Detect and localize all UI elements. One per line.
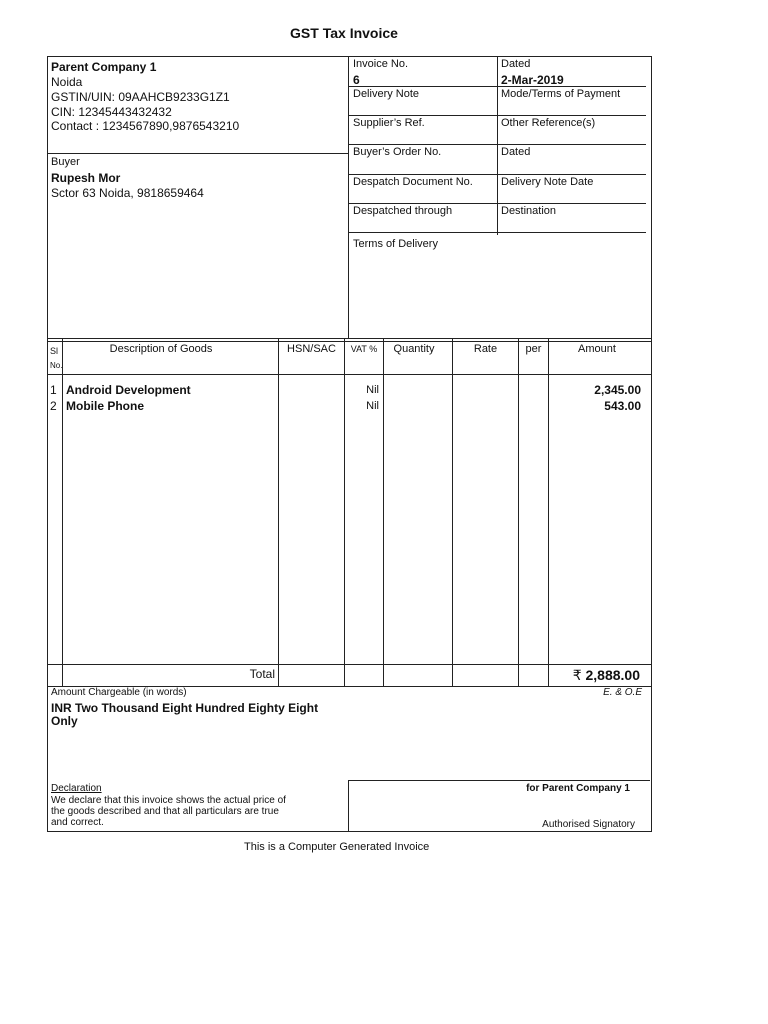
divider bbox=[348, 780, 349, 831]
terms-of-delivery-label: Terms of Delivery bbox=[353, 238, 438, 250]
divider bbox=[497, 115, 646, 116]
divider bbox=[348, 56, 349, 338]
divider bbox=[47, 338, 651, 339]
other-ref-label: Other Reference(s) bbox=[501, 117, 596, 129]
despatch-doc-label: Despatch Document No. bbox=[353, 176, 473, 188]
row-vat: Nil bbox=[366, 400, 379, 412]
divider bbox=[348, 144, 497, 145]
row-description: Mobile Phone bbox=[66, 399, 144, 413]
dated-label: Dated bbox=[501, 58, 531, 70]
dated2-label: Dated bbox=[501, 146, 531, 158]
header-vat: VAT % bbox=[350, 344, 378, 354]
invoice-no-label: Invoice No. bbox=[353, 58, 409, 70]
buyer-address: Sctor 63 Noida, 9818659464 bbox=[51, 186, 204, 200]
divider bbox=[383, 338, 384, 686]
destination-label: Destination bbox=[501, 205, 557, 217]
dated-value: 2-Mar-2019 bbox=[501, 73, 564, 87]
invoice-frame bbox=[47, 56, 652, 832]
divider bbox=[47, 664, 651, 665]
authorised-signatory: Authorised Signatory bbox=[542, 819, 635, 830]
row-amount: 2,345.00 bbox=[594, 383, 641, 397]
divider bbox=[348, 232, 497, 233]
total-amount-cell bbox=[549, 668, 640, 682]
divider bbox=[497, 56, 498, 235]
delivery-note-label: Delivery Note bbox=[353, 88, 420, 100]
seller-gstin: GSTIN/UIN: 09AAHCB9233G1Z1 bbox=[51, 90, 230, 104]
buyers-order-label: Buyer’s Order No. bbox=[353, 146, 442, 158]
row-sl: 1 bbox=[50, 383, 57, 397]
header-hsn: HSN/SAC bbox=[287, 343, 336, 355]
row-description: Android Development bbox=[66, 383, 191, 397]
header-sl: Sl bbox=[50, 346, 59, 356]
total-label: Total bbox=[249, 667, 275, 681]
seller-cin: CIN: 12345443432432 bbox=[51, 105, 172, 119]
total-amount: 2,888.00 bbox=[585, 667, 640, 683]
mode-terms-label: Mode/Terms of Payment bbox=[501, 88, 621, 100]
declaration-label: Declaration bbox=[51, 783, 102, 794]
divider bbox=[278, 338, 279, 686]
computer-generated-note: This is a Computer Generated Invoice bbox=[244, 841, 430, 853]
divider bbox=[348, 115, 497, 116]
divider bbox=[47, 341, 651, 342]
divider bbox=[497, 144, 646, 145]
header-per: per bbox=[525, 343, 542, 355]
invoice-no-value: 6 bbox=[353, 73, 360, 87]
divider bbox=[62, 338, 63, 686]
divider bbox=[497, 232, 646, 233]
delivery-note-date-label: Delivery Note Date bbox=[501, 176, 594, 188]
divider bbox=[452, 338, 453, 686]
row-sl: 2 bbox=[50, 399, 57, 413]
row-vat: Nil bbox=[366, 384, 379, 396]
seller-name: Parent Company 1 bbox=[51, 60, 157, 74]
amount-words-line1: INR Two Thousand Eight Hundred Eighty Eight bbox=[51, 701, 319, 715]
for-company: for Parent Company 1 bbox=[526, 783, 630, 794]
header-description: Description of Goods bbox=[109, 343, 213, 355]
divider bbox=[348, 86, 497, 87]
header-rate: Rate bbox=[473, 343, 498, 355]
seller-contact: Contact : 1234567890,9876543210 bbox=[51, 119, 240, 133]
divider bbox=[348, 780, 650, 781]
header-quantity: Quantity bbox=[393, 343, 435, 355]
eoe-label: E. & O.E bbox=[603, 687, 642, 698]
divider bbox=[497, 203, 646, 204]
suppliers-ref-label: Supplier’s Ref. bbox=[353, 117, 425, 129]
chargeable-label: Amount Chargeable (in words) bbox=[51, 687, 187, 698]
divider bbox=[348, 174, 497, 175]
declaration-line2: the goods described and that all particulars are true bbox=[51, 806, 279, 817]
divider bbox=[497, 174, 646, 175]
header-no: No. bbox=[50, 361, 63, 370]
divider bbox=[47, 374, 651, 375]
buyer-label: Buyer bbox=[51, 156, 80, 168]
row-amount: 543.00 bbox=[604, 399, 641, 413]
rupee-icon: ₹ bbox=[572, 667, 582, 683]
despatched-through-label: Despatched through bbox=[353, 205, 453, 217]
page-title: GST Tax Invoice bbox=[290, 25, 398, 41]
divider bbox=[348, 203, 497, 204]
amount-words-line2: Only bbox=[51, 714, 78, 728]
buyer-name: Rupesh Mor bbox=[51, 171, 121, 185]
declaration-line1: We declare that this invoice shows the actual price of bbox=[51, 795, 286, 806]
divider bbox=[518, 338, 519, 686]
seller-city: Noida bbox=[51, 75, 83, 89]
header-amount: Amount bbox=[578, 343, 616, 355]
declaration-line3: and correct. bbox=[51, 817, 104, 828]
divider bbox=[47, 153, 348, 154]
